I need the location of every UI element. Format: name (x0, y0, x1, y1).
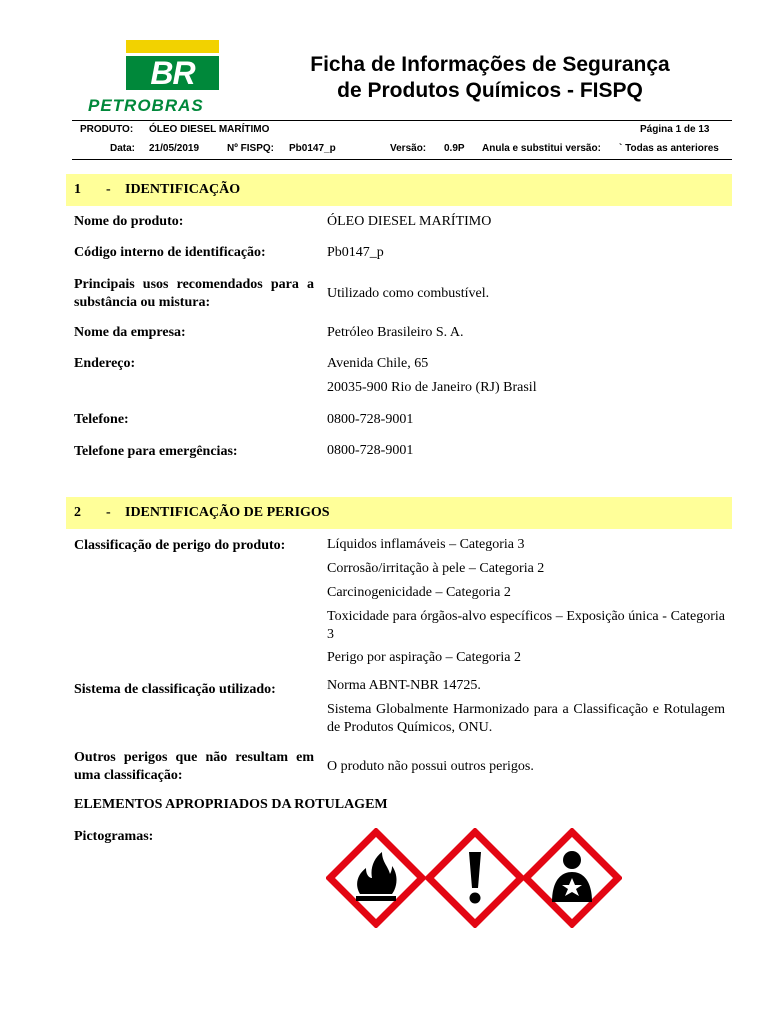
section-1-header (66, 174, 732, 206)
section-1-dash: - (106, 182, 111, 197)
empresa-value: Petróleo Brasileiro S. A. (327, 325, 464, 340)
section-1-title: IDENTIFICAÇÃO (125, 182, 241, 197)
versao-label: Versão: (390, 143, 427, 154)
empresa-label: Nome da empresa: (74, 325, 186, 340)
petrobras-logo (86, 40, 226, 116)
outros-perigos-value: O produto não possui outros perigos. (327, 759, 534, 774)
classificacao-item: Perigo por aspiração – Categoria 2 (327, 650, 521, 665)
flame-pictogram-icon (326, 828, 426, 928)
logo-br-mark: BR (126, 56, 219, 90)
document-title-line2: de Produtos Químicos - FISPQ (337, 79, 643, 102)
section-2-dash: - (106, 505, 111, 520)
logo-yellow-bar (126, 40, 219, 53)
produto-value: ÓLEO DIESEL MARÍTIMO (149, 124, 270, 135)
classificacao-item: Líquidos inflamáveis – Categoria 3 (327, 537, 525, 552)
health-hazard-pictogram-icon (522, 828, 622, 928)
data-value: 21/05/2019 (149, 143, 200, 154)
fispq-label: Nº FISPQ: (227, 143, 274, 154)
document-title (240, 52, 740, 104)
outros-perigos-label: Outros perigos que não resultam em uma classificação: (74, 750, 314, 783)
pictogramas-label: Pictogramas: (74, 829, 154, 844)
usos-value: Utilizado como combustível. (327, 286, 490, 301)
codigo-interno-value: Pb0147_p (327, 245, 384, 260)
sistema-item: Norma ABNT-NBR 14725. (327, 678, 481, 693)
section-1-number: 1 (74, 182, 81, 197)
produto-label: PRODUTO: (80, 124, 134, 135)
page-number: Página 1 de 13 (640, 124, 710, 135)
endereco-label: Endereço: (74, 356, 136, 371)
anula-value: ` Todas as anteriores (619, 143, 719, 154)
anula-label: Anula e substitui versão: (482, 143, 601, 154)
logo-wordmark: PETROBRAS (88, 96, 204, 115)
endereco-line2: 20035-900 Rio de Janeiro (RJ) Brasil (327, 380, 537, 395)
usos-label: Principais usos recomendados para a substância ou mistura: (74, 277, 314, 310)
data-label: Data: (110, 143, 136, 154)
rotulagem-heading: ELEMENTOS APROPRIADOS DA ROTULAGEM (74, 797, 388, 812)
nome-produto-label: Nome do produto: (74, 214, 184, 229)
sistema-item: Sistema Globalmente Harmonizado para a Classificação e Rotulagem de Produtos Químicos, ONU. (327, 702, 725, 735)
telefone-label: Telefone: (74, 412, 129, 427)
header-bottom-rule (72, 159, 732, 160)
telefone-emergencia-label: Telefone para emergências: (74, 444, 238, 459)
fispq-value: Pb0147_p (289, 143, 336, 154)
section-2-title: IDENTIFICAÇÃO DE PERIGOS (125, 505, 330, 520)
section-2-header (66, 497, 732, 529)
document-title-line1: Ficha de Informações de Segurança (310, 53, 670, 76)
section-2-number: 2 (74, 505, 81, 520)
classificacao-label: Classificação de perigo do produto: (74, 538, 286, 553)
endereco-line1: Avenida Chile, 65 (327, 356, 429, 371)
telefone-emergencia-value: 0800-728-9001 (327, 443, 414, 458)
classificacao-item: Corrosão/irritação à pele – Categoria 2 (327, 561, 545, 576)
classificacao-item: Toxicidade para órgãos-alvo específicos – Exposição única - Categoria 3 (327, 609, 725, 642)
exclamation-pictogram-icon (425, 828, 525, 928)
classificacao-item: Carcinogenicidade – Categoria 2 (327, 585, 511, 600)
sistema-label: Sistema de classificação utilizado: (74, 682, 276, 697)
telefone-value: 0800-728-9001 (327, 412, 414, 427)
codigo-interno-label: Código interno de identificação: (74, 245, 266, 260)
nome-produto-value: ÓLEO DIESEL MARÍTIMO (327, 214, 492, 229)
versao-value: 0.9P (444, 143, 465, 154)
header-top-rule (72, 120, 732, 121)
